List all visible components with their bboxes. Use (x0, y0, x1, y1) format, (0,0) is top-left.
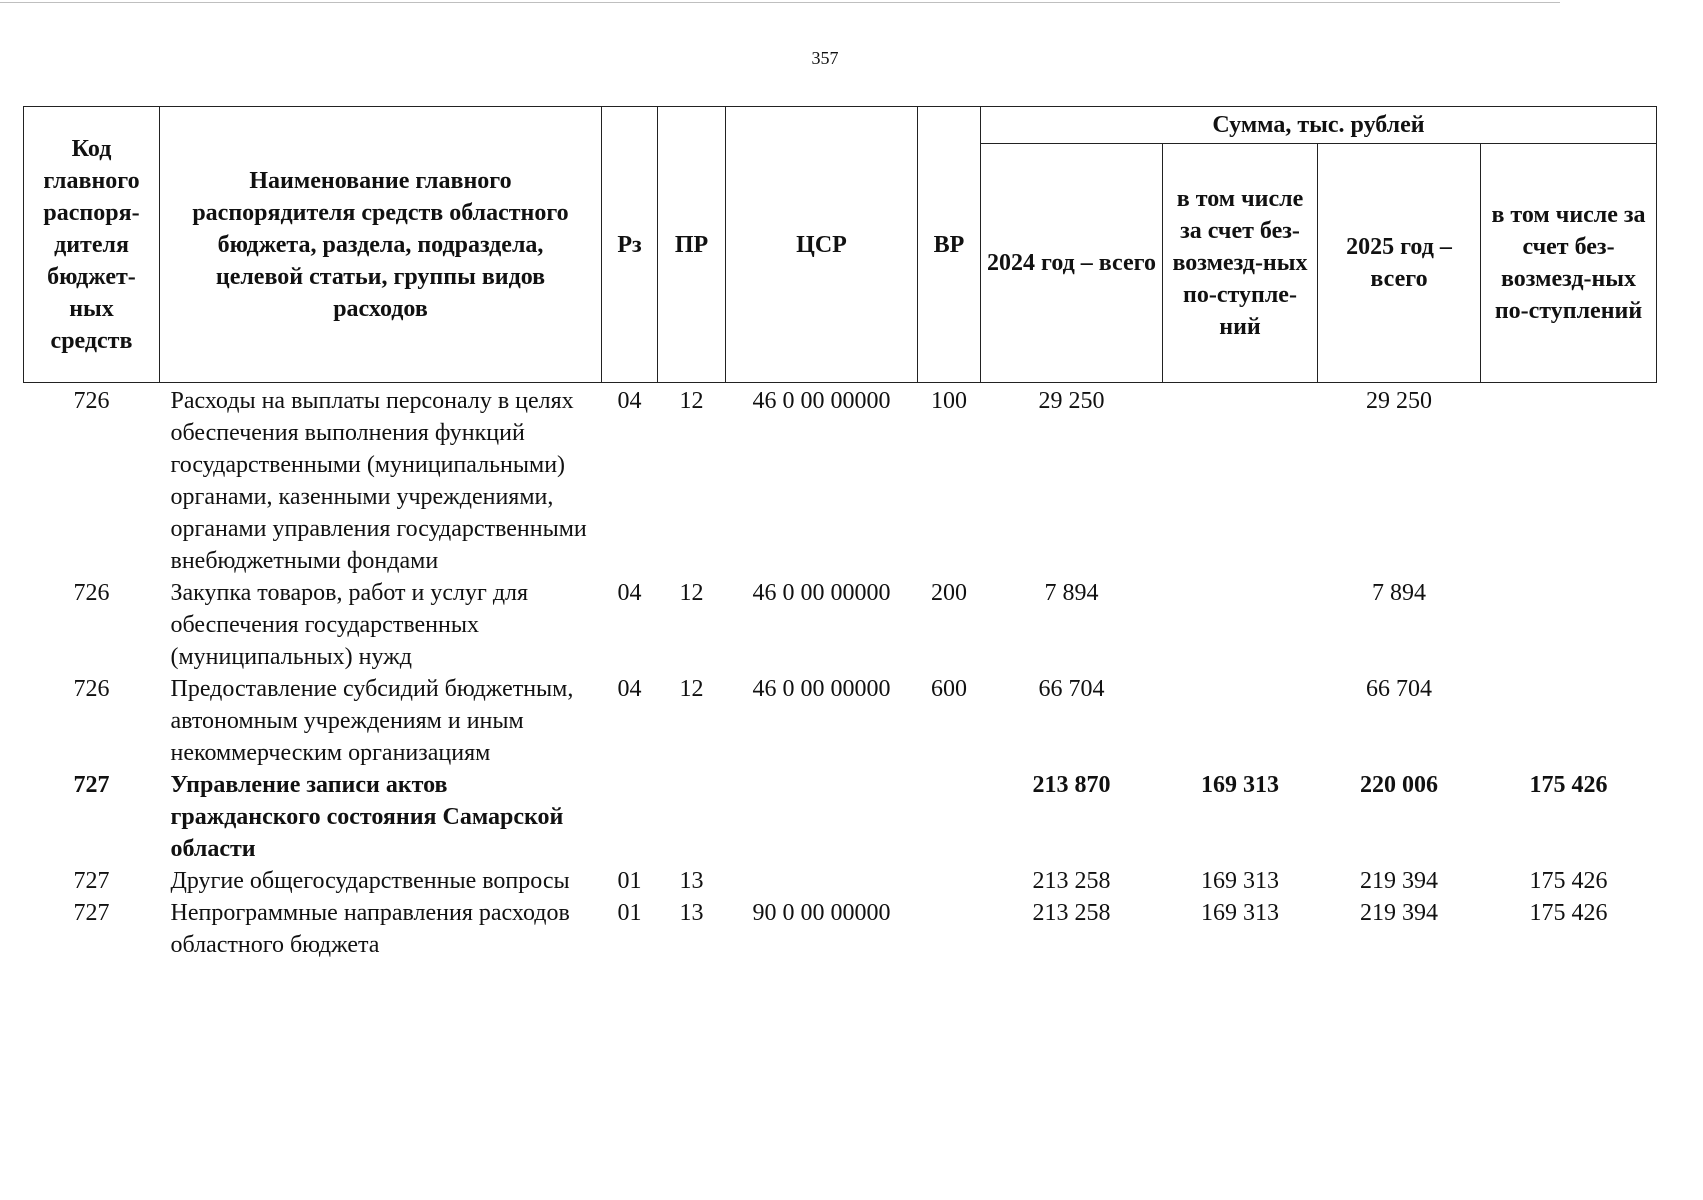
cell-vr (918, 865, 981, 897)
cell-rz (602, 769, 658, 865)
cell-name: Предоставление субсидий бюджетным, автономным учреждениям и иным некоммерческим организациям (170, 676, 574, 766)
cell-2024-total: 213 258 (1032, 868, 1111, 894)
cell-code: 726 (73, 388, 110, 414)
header-rz: Рз (602, 107, 658, 383)
header-csr: ЦСР (726, 107, 918, 383)
cell-name: Управление записи актов гражданского состояния Самарской области (170, 772, 564, 862)
table-row-total (24, 769, 1657, 865)
cell-csr: 46 0 00 00000 (752, 676, 891, 702)
cell-2025-grants: 175 426 (1529, 900, 1608, 926)
cell-rz: 01 (617, 868, 642, 894)
cell-csr: 46 0 00 00000 (752, 388, 891, 414)
cell-rz: 04 (617, 388, 642, 414)
cell-vr: 100 (931, 388, 967, 414)
cell-name: Закупка товаров, работ и услуг для обеспечения государственных (муниципальных) нужд (170, 580, 529, 670)
cell-csr (726, 865, 918, 897)
cell-2025-total: 220 006 (1360, 772, 1438, 798)
cell-vr (918, 897, 981, 961)
cell-name: Непрограммные направления расходов областного бюджета (170, 900, 570, 958)
cell-name: Расходы на выплаты персоналу в целях обеспечения выполнения функций государственными (муниципальными) органами, казенными учреждениями, органами управления государственными внебюджетными фондами (170, 388, 587, 574)
cell-2024-total: 213 870 (1032, 772, 1111, 798)
cell-csr: 46 0 00 00000 (752, 580, 891, 606)
cell-code: 727 (73, 772, 110, 798)
table-row (24, 383, 1657, 578)
header-2024-grants: в том числе за счет без-возмезд-ных по-ступле-ний (1163, 144, 1318, 383)
cell-2024-grants (1163, 577, 1318, 673)
cell-2024-grants (1163, 383, 1318, 578)
cell-csr: 90 0 00 00000 (752, 900, 891, 926)
cell-2025-grants (1481, 673, 1657, 769)
scan-top-edge-line (0, 2, 1560, 3)
cell-vr: 200 (931, 580, 967, 606)
cell-2024-total: 66 704 (1038, 676, 1105, 702)
cell-code: 727 (73, 900, 110, 926)
cell-2025-total: 29 250 (1366, 388, 1432, 414)
cell-rz: 04 (617, 676, 642, 702)
cell-pr: 12 (679, 676, 704, 702)
cell-2025-total: 219 394 (1360, 900, 1438, 926)
cell-pr: 13 (679, 900, 704, 926)
cell-pr (658, 769, 726, 865)
cell-2024-grants: 169 313 (1201, 900, 1279, 926)
cell-pr: 13 (679, 868, 704, 894)
cell-code: 727 (73, 868, 110, 894)
page-number: 357 (811, 48, 839, 68)
cell-2025-grants (1481, 383, 1657, 578)
header-2024-total: 2024 год – всего (981, 144, 1163, 383)
table-row (24, 865, 1657, 897)
cell-2025-grants: 175 426 (1529, 772, 1608, 798)
cell-name: Другие общегосударственные вопросы (170, 868, 570, 894)
header-sum: Сумма, тыс. рублей (981, 107, 1657, 144)
cell-2025-total: 7 894 (1372, 580, 1426, 606)
header-2025-total: 2025 год – всего (1318, 144, 1481, 383)
table-row (24, 673, 1657, 769)
cell-2025-total: 66 704 (1366, 676, 1432, 702)
cell-rz: 01 (617, 900, 642, 926)
cell-code: 726 (73, 676, 110, 702)
table-row (24, 577, 1657, 673)
header-name: Наименование главного распорядителя средств областного бюджета, раздела, подраздела, целевой статьи, группы видов расходов (160, 107, 602, 383)
cell-rz: 04 (617, 580, 642, 606)
header-2025-grants: в том числе за счет без-возмезд-ных по-ступлений (1481, 144, 1657, 383)
cell-pr: 12 (679, 388, 704, 414)
cell-2024-total: 29 250 (1038, 388, 1105, 414)
table-row (24, 897, 1657, 961)
budget-table (23, 106, 1657, 961)
table-header (24, 107, 1657, 383)
cell-csr (726, 769, 918, 865)
cell-2024-grants: 169 313 (1201, 868, 1279, 894)
cell-2024-total: 213 258 (1032, 900, 1111, 926)
cell-2024-grants (1163, 673, 1318, 769)
budget-table-sheet (23, 106, 1656, 961)
cell-vr (918, 769, 981, 865)
cell-vr: 600 (931, 676, 967, 702)
table-body (24, 383, 1657, 962)
cell-2025-grants: 175 426 (1529, 868, 1608, 894)
header-vr: ВР (918, 107, 981, 383)
cell-2025-grants (1481, 577, 1657, 673)
cell-pr: 12 (679, 580, 704, 606)
header-pr: ПР (658, 107, 726, 383)
header-code: Код главного распоря-дителя бюджет-ных средств (24, 107, 160, 383)
cell-2025-total: 219 394 (1360, 868, 1438, 894)
cell-2024-grants: 169 313 (1201, 772, 1279, 798)
cell-code: 726 (73, 580, 110, 606)
cell-2024-total: 7 894 (1044, 580, 1099, 606)
